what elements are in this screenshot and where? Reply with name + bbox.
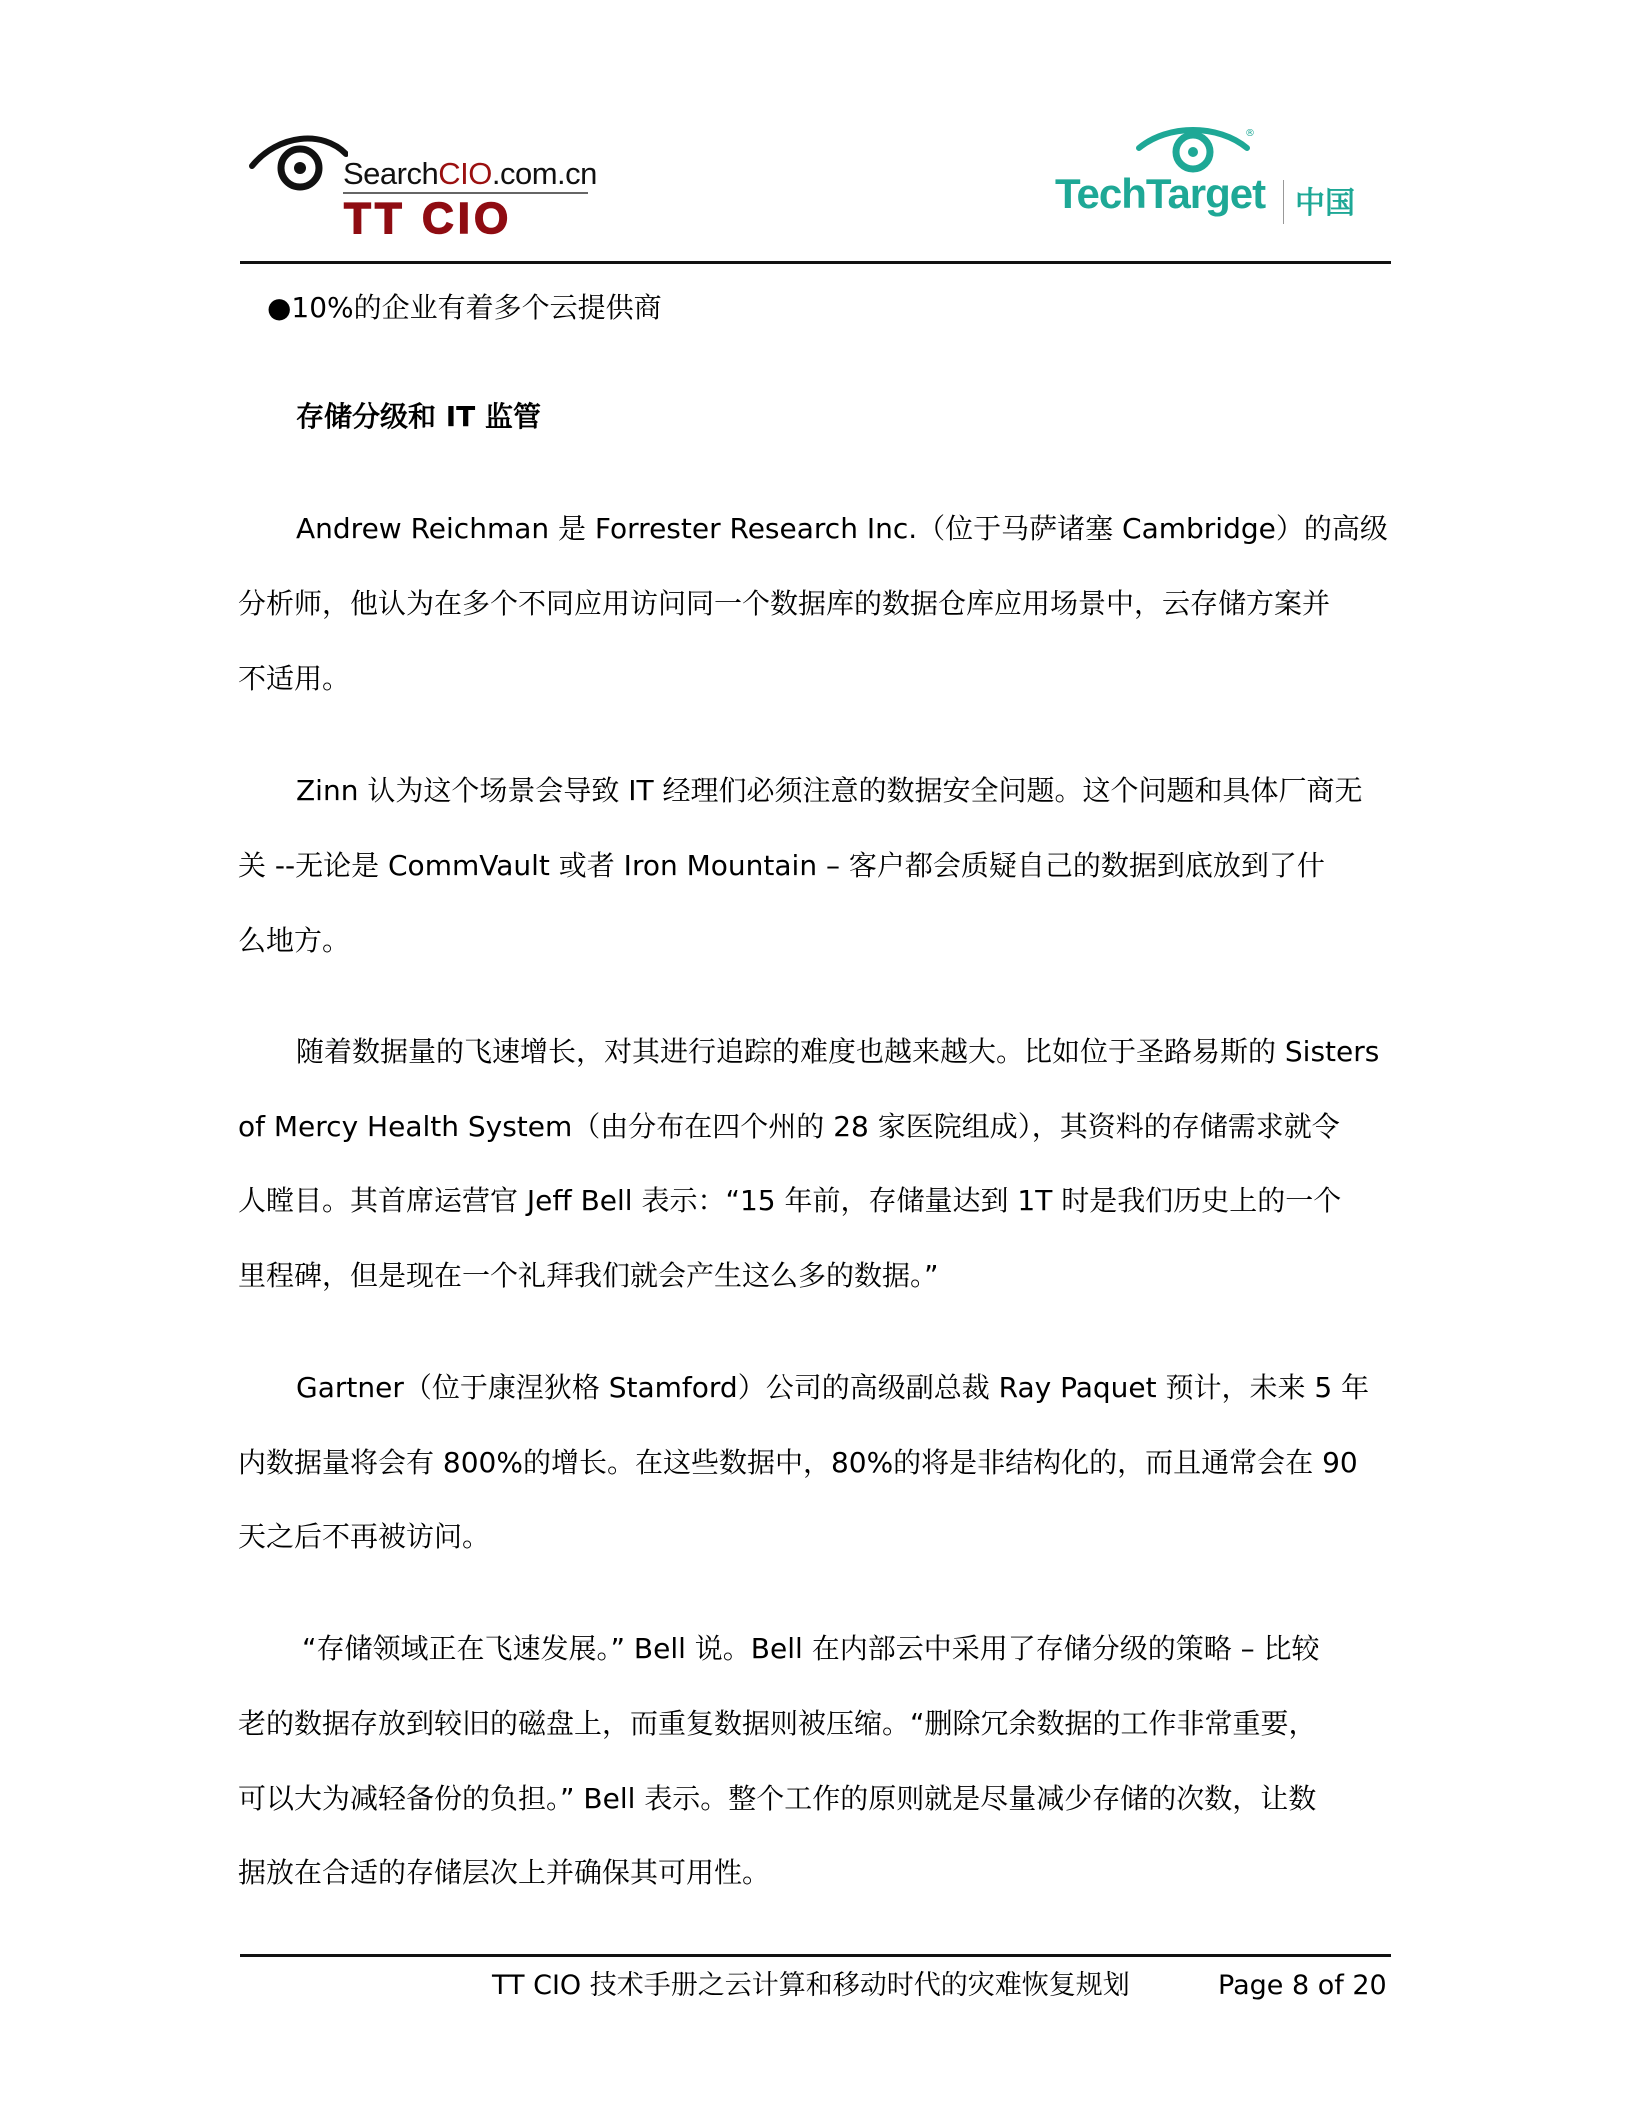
paragraph-line: 天之后不再被访问。 <box>238 1520 491 1553</box>
paragraph-line: Zinn 认为这个场景会导致 IT 经理们必须注意的数据安全问题。这个问题和具体厂商无 <box>296 774 1363 807</box>
paragraph-line: 分析师，他认为在多个不同应用访问同一个数据库的数据仓库应用场景中，云存储方案并 <box>238 587 1331 620</box>
footer-rule <box>240 1954 1391 1957</box>
paragraph-line: 随着数据量的飞速增长，对其进行追踪的难度也越来越大。比如位于圣路易斯的 Sisters <box>296 1035 1380 1068</box>
paragraph-line: 关 --无论是 CommVault 或者 Iron Mountain – 客户都会质疑自己的数据到底放到了什 <box>238 849 1325 882</box>
region-label: 中国 <box>1295 186 1355 221</box>
page-number: Page 8 of 20 <box>1218 1970 1387 2001</box>
footer-title: TT CIO 技术手册之云计算和移动时代的灾难恢复规划 <box>492 1970 1130 2001</box>
eye-logo-icon <box>248 128 348 198</box>
techtarget-brand: TechTarget <box>1055 170 1266 217</box>
paragraph-line: 人瞠目。其首席运营官 Jeff Bell 表示：“15 年前，存储量达到 1T 时是我们历史上的一个 <box>238 1184 1342 1217</box>
paragraph-line: 老的数据存放到较旧的磁盘上，而重复数据则被压缩。“删除冗余数据的工作非常重要， <box>238 1707 1317 1740</box>
techtarget-eye-icon <box>1133 122 1253 177</box>
header-rule <box>240 261 1391 264</box>
paragraph-line: 么地方。 <box>238 924 351 957</box>
site-name: SearchCIO.com.cn <box>343 156 597 191</box>
paragraph-line: Andrew Reichman 是 Forrester Research Inc.（位于马萨诸塞 Cambridge）的高级 <box>296 512 1388 545</box>
searchcio-logo <box>248 128 597 248</box>
section-heading: 存储分级和 IT 监管 <box>296 400 542 433</box>
logo-divider <box>1283 180 1284 224</box>
paragraph-line: of Mercy Health System（由分布在四个州的 28 家医院组成），其资料的存储需求就令 <box>238 1110 1340 1143</box>
bullet-item: ●10%的企业有着多个云提供商 <box>267 291 662 324</box>
paragraph-line: Gartner（位于康涅狄格 Stamford）公司的高级副总裁 Ray Paquet 预计，未来 5 年 <box>296 1371 1370 1404</box>
techtarget-logo <box>1055 122 1355 232</box>
paragraph-line: “存储领域正在飞速发展。” Bell 说。Bell 在内部云中采用了存储分级的策略 – 比较 <box>302 1632 1320 1665</box>
paragraph-line: 据放在合适的存储层次上并确保其可用性。 <box>238 1856 771 1889</box>
registered-mark: ® <box>1245 128 1255 139</box>
paragraph-line: 不适用。 <box>238 662 351 695</box>
paragraph-line: 可以大为减轻备份的负担。” Bell 表示。整个工作的原则就是尽量减少存储的次数，让数 <box>238 1782 1317 1815</box>
tt-cio-tagline: TT CIO <box>344 194 513 243</box>
paragraph-line: 内数据量将会有 800%的增长。在这些数据中，80%的将是非结构化的，而且通常会在 90 <box>238 1446 1358 1479</box>
paragraph-line: 里程碑，但是现在一个礼拜我们就会产生这么多的数据。” <box>238 1259 939 1292</box>
